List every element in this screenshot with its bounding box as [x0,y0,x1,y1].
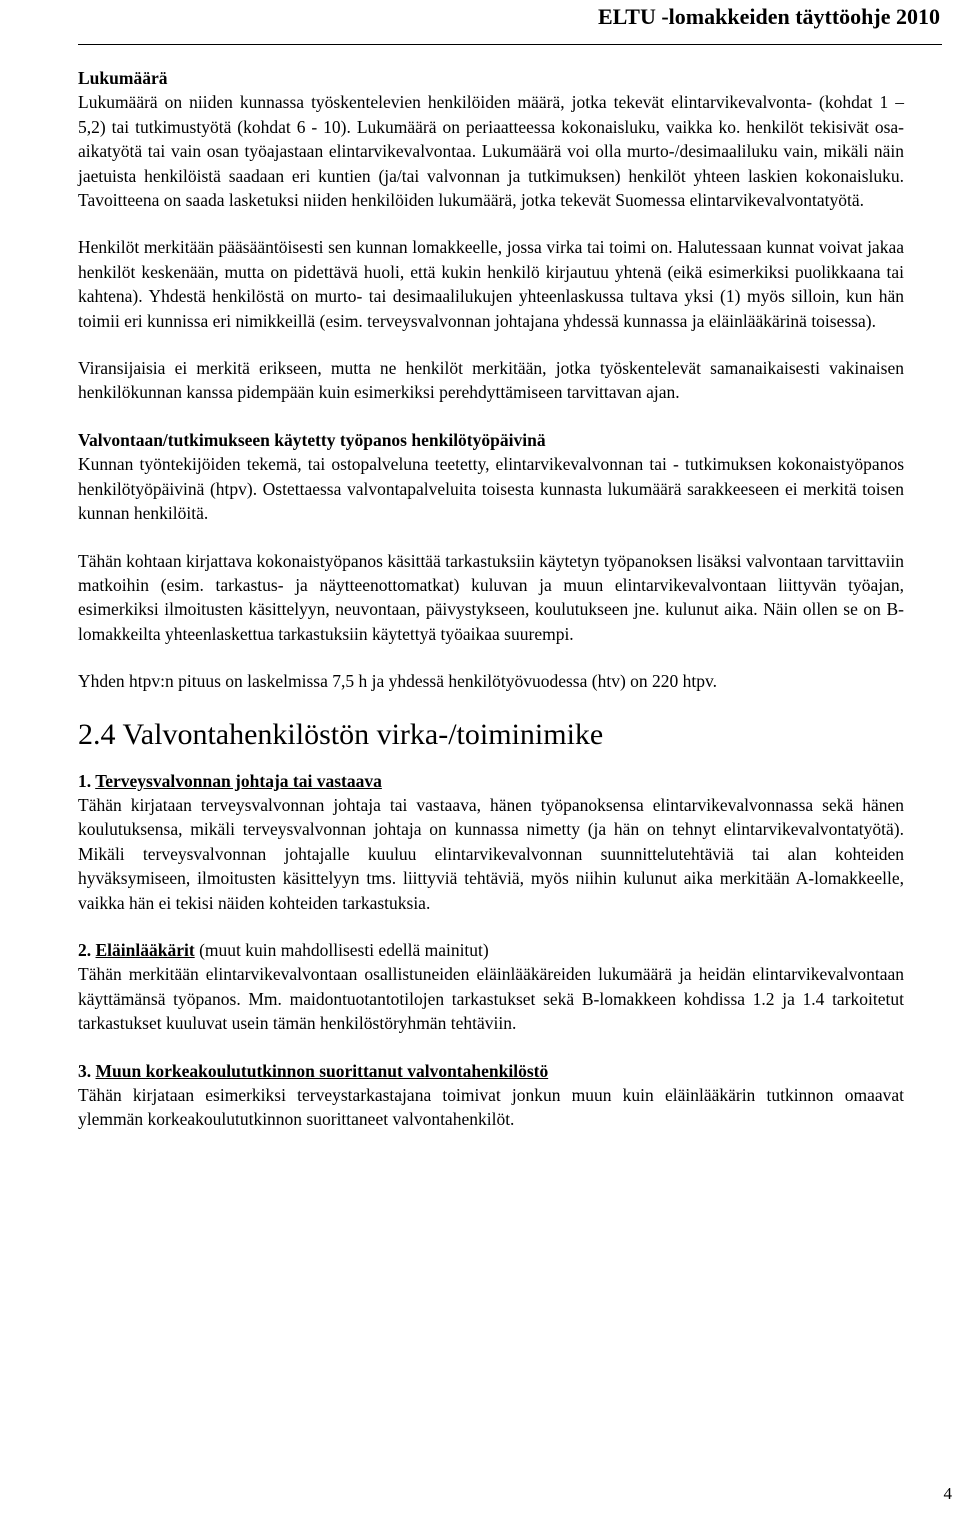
paragraph: Kunnan työntekijöiden tekemä, tai ostopalveluna teetetty, elintarvikevalvonnan tai - tutkimuksen kokonaistyöpanos henkilötyöpäivinä (htpv). Ostettaessa valvontapalveluita toisesta kunnasta lukumäärä sarakkeeseen ei merkitä toisen kunnan henkilöitä. [78,454,904,524]
paragraph: Yhden htpv:n pituus on laskelmissa 7,5 h ja yhdessä henkilötyövuodessa (htv) on 220 htpv. [78,671,718,692]
page-number: 4 [943,1484,952,1503]
item-title: Eläinlääkärit [95,939,195,960]
paragraph: Lukumäärä on niiden kunnassa työskentelevien henkilöiden määrä, jotka tekevät elintarvikevalvonta- (kohdat 1 – 5,2) tai tutkimustyötä (kohdat 6 - 10). Lukumäärä on periaatteessa kokonaisluku, vaikka ko. henkilöt tekisivät osa-aikatyötä tai vain osan työajastaan elintarvikevalvontaa. Lukumäärä voi olla murto-/desimaaliluku vain, mikäli näin jaetuista henkilöistä saadaan eri kuntien (ja/tai valvonnan ja tutkimuksen) henkilöt yhteen laskien kokonaisluku. Tavoitteena on saada lasketuksi niiden henkilöiden lukumäärä, jotka tekevät Suomessa elintarvikevalvontatyötä. [78,92,904,211]
item-heading [78,1059,904,1083]
section-lukumaara [78,66,904,212]
item-heading [78,769,904,793]
section-lukumaara-2 [78,235,904,333]
section-tyopanos-2 [78,549,904,647]
item-number: 2. [78,939,92,960]
heading-tyopanos: Valvontaan/tutkimukseen käytetty työpanos henkilötyöpäivinä [78,429,546,450]
item-suffix: (muut kuin mahdollisesti edellä mainitut) [194,939,489,960]
list-item [78,769,904,915]
item-number: 3. [78,1060,92,1081]
item-title: Terveysvalvonnan johtaja tai vastaava [95,770,382,791]
item-text: Tähän merkitään elintarvikevalvontaan osallistuneiden eläinlääkäreiden lukumäärä ja heidän elintarvikevalvontaan käyttämänsä työpanos. Mm. maidontuotantotilojen tarkastukset sekä B-lomakkeen kohdissa 1.2 ja 1.4 tarkoitetut tarkastukset kuuluvat usein tämän henkilöstöryhmän tehtäviin. [78,964,904,1034]
paragraph: Henkilöt merkitään pääsääntöisesti sen kunnan lomakkeelle, jossa virka tai toimi on. Halutessaan kunnat voivat jakaa henkilöt keskenään, mutta on pidettävä huoli, että kukin henkilö kirjautuu yhtenä (eikä esimerkiksi puolikkaana tai kahtena). Yhdestä henkilöstä on murto- tai desimaalilukujen yhteenlaskussa tultava yksi (1) myös silloin, kun hän toimii eri kunnissa eri nimikkeillä (esim. terveysvalvonnan johtajana yhdessä kunnassa ja eläinlääkärinä toisessa). [78,237,904,331]
item-title: Muun korkeakoulututkinnon suorittanut valvontahenkilöstö [95,1060,549,1081]
document-body [78,66,904,1155]
paragraph: Tähän kohtaan kirjattava kokonaistyöpanos käsittää tarkastuksiin käytetyn työpanoksen lisäksi valvontaan tarvittaviin matkoihin (esim. tarkastus- ja näytteenottomatkat) kuluvan ja muun elintarvikevalvontaan liittyvän työajan, esimerkiksi ilmoitusten käsittelyyn, neuvontaan, päivystykseen, koulutukseen jne. kulunut aika. Näin ollen se on B-lomakkeilta yhteenlaskettua tarkastuksiin käytettyä työaikaa suurempi. [78,550,904,644]
item-number: 1. [78,770,92,791]
list-item [78,938,904,1036]
heading-lukumaara: Lukumäärä [78,68,168,88]
section-title: 2.4 Valvontahenkilöstön virka-/toiminimike [78,717,604,751]
section-tyopanos-3 [78,669,904,693]
list-item [78,1059,904,1132]
paragraph: Viransijaisia ei merkitä erikseen, mutta ne henkilöt merkitään, jotka työskentelevät samanaikaisesti vakinaisen henkilökunnan kanssa pidempään kuin esimerkiksi perehdyttämiseen tarvittavan ajan. [78,358,904,403]
page-header [0,0,960,44]
header-divider [78,44,942,45]
section-tyopanos [78,428,904,526]
item-heading [78,938,904,962]
item-text: Tähän kirjataan terveysvalvonnan johtaja tai vastaava, hänen työpanoksensa elintarvikevalvonnassa sekä hänen koulutuksensa, mikäli terveysvalvonnan johtaja on kunnassa nimetty (ja hän on tehnyt elintarvikevalvontatyötä). Mikäli terveysvalvonnan johtajalle kuuluu elintarvikevalvonnan suunnittelutehtäviä tai alan kohteiden hyväksymiseen, ilmoitusten käsittelyyn tms. liittyviä tehtäviä, myös niihin kulunut aika merkitään A-lomakkeelle, vaikka hän ei tekisi näiden kohteiden tarkastuksia. [78,794,904,913]
item-text: Tähän kirjataan esimerkiksi terveystarkastajana toimivat jonkun muun kuin eläinlääkärin tutkinnon omaavat ylemmän korkeakoulututkinnon suorittaneet valvontahenkilöt. [78,1085,904,1130]
section-lukumaara-3 [78,356,904,405]
document-title: ELTU -lomakkeiden täyttöohje 2010 [597,4,940,29]
